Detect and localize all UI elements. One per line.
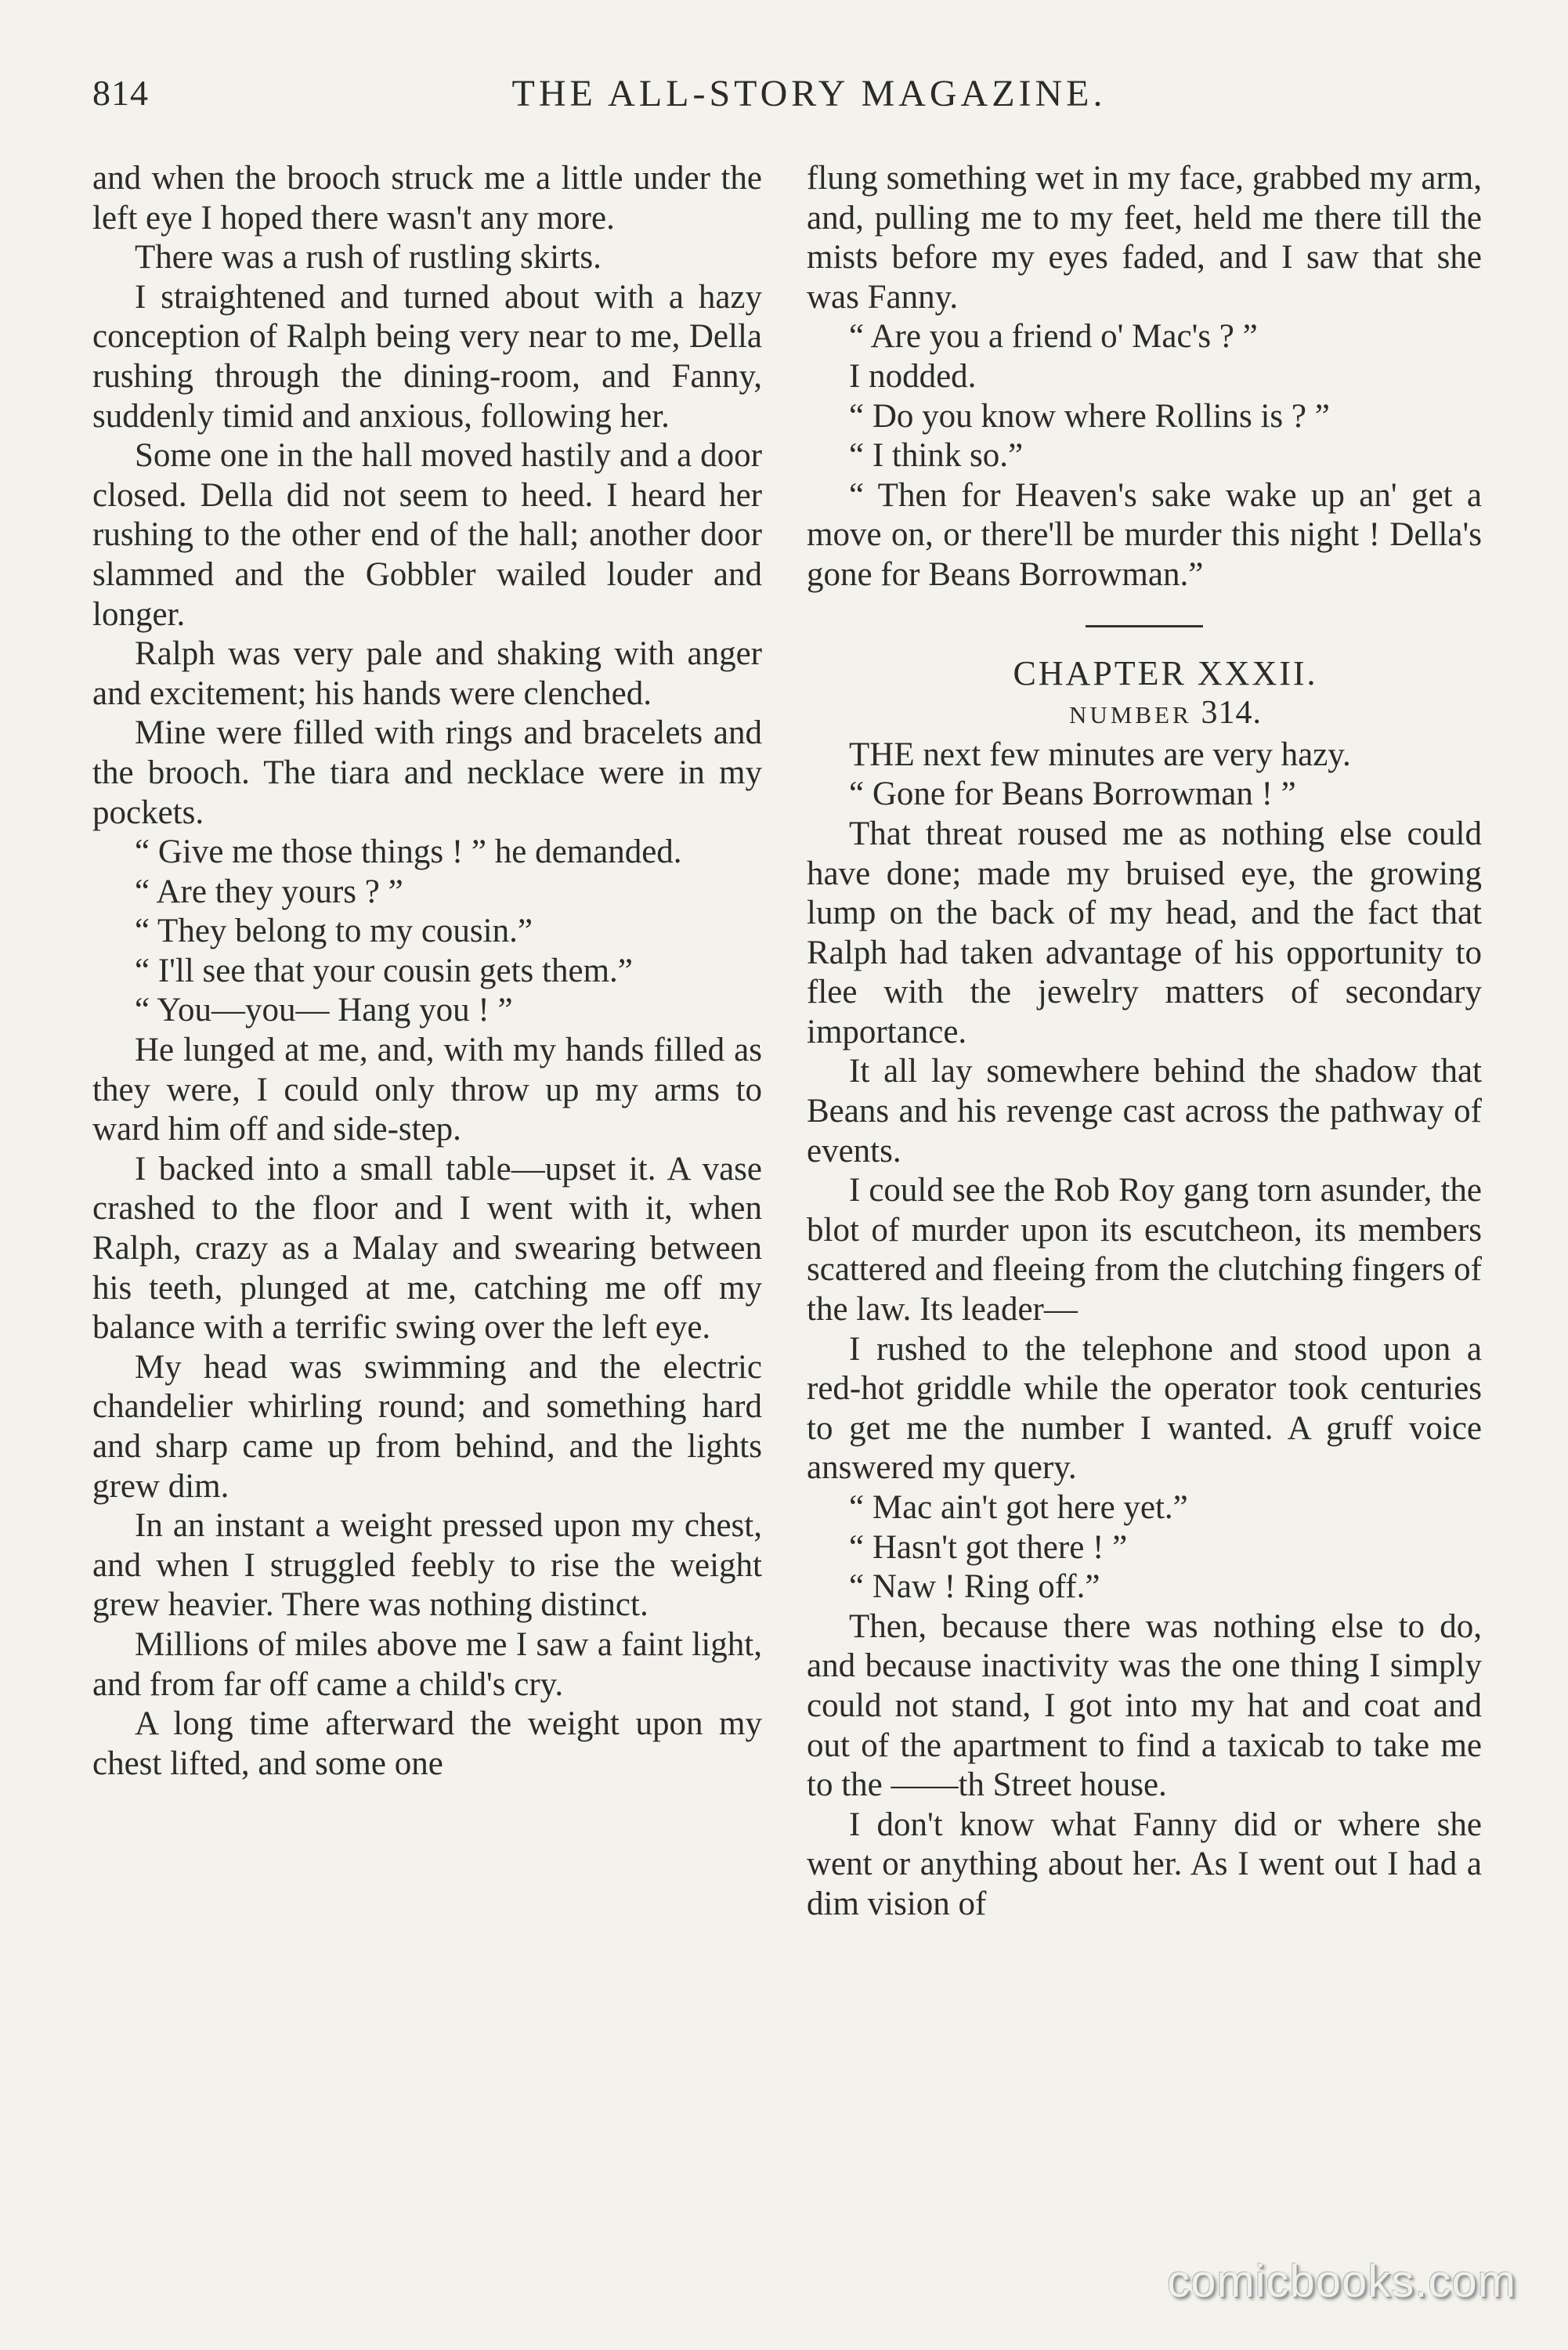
running-title: THE ALL-STORY MAGAZINE. bbox=[511, 73, 1107, 114]
paragraph: “ Give me those things ! ” he demanded. bbox=[135, 833, 682, 871]
left-column bbox=[92, 159, 762, 1784]
paragraph: “ They belong to my cousin.” bbox=[135, 913, 533, 950]
paragraph: and when the brooch struck me a little under the left eye I hoped there wasn't any more. bbox=[92, 160, 762, 237]
chapter-subtitle-number: 314. bbox=[1201, 695, 1262, 732]
paragraph: Millions of miles above me I saw a faint light, and from far off came a child's cry. bbox=[92, 1625, 762, 1703]
paragraph: “ You—you— Hang you ! ” bbox=[135, 992, 513, 1029]
right-column bbox=[807, 159, 1482, 1925]
paragraph: He lunged at me, and, with my hands filled as they were, I could only throw up my arms to ward him off and side-step. bbox=[92, 1032, 762, 1148]
watermark: comicbooks.com bbox=[1167, 2256, 1516, 2307]
paragraph: A long time afterward the weight upon my chest lifted, and some one bbox=[92, 1705, 762, 1782]
right-column-before-chapter bbox=[807, 159, 1482, 595]
paragraph: I backed into a small table—upset it. A vase crashed to the floor and I went with it, when Ralph, crazy as a Malay and swearing between his teeth, plunged at me, catching me off my balance with a terrific swing over the left eye. bbox=[92, 1150, 762, 1347]
paragraph: “ Naw ! Ring off.” bbox=[849, 1568, 1100, 1606]
paragraph: Some one in the hall moved hastily and a door closed. Della did not seem to heed. I heard her rushing to the other end of the hall; another door slammed and the Gobbler wailed louder and longer. bbox=[92, 437, 762, 633]
paragraph: I could see the Rob Roy gang torn asunder, the blot of murder upon its escutcheon, its members scattered and fleeing from the clutching fingers of the law. Its leader— bbox=[807, 1172, 1482, 1329]
paragraph: “ Then for Heaven's sake wake up an' get a move on, or there'll be murder this night ! Della's gone for Beans Borrowman.” bbox=[807, 476, 1482, 593]
paragraph: “ Do you know where Rollins is ? ” bbox=[849, 397, 1330, 435]
right-column-after-chapter bbox=[807, 736, 1482, 1925]
paragraph: “ I think so.” bbox=[849, 437, 1024, 475]
paragraph: I don't know what Fanny did or where she went or anything about her. As I went out I had a dim vision of bbox=[807, 1806, 1482, 1922]
paragraph: I straightened and turned about with a hazy conception of Ralph being very near to me, Della rushing through the dining-room, and Fanny, suddenly timid and anxious, following her. bbox=[92, 278, 762, 435]
paragraph: “ Hasn't got there ! ” bbox=[849, 1528, 1128, 1566]
paragraph: Then, because there was nothing else to do, and because inactivity was the one thing I simply could not stand, I got into my hat and coat and out of the apartment to find a taxicab to take me to the ——th Street house. bbox=[807, 1607, 1482, 1804]
page-number: 814 bbox=[92, 73, 149, 113]
page-header bbox=[92, 72, 1479, 127]
paragraph: I nodded. bbox=[849, 357, 977, 395]
chapter-subtitle bbox=[807, 693, 1482, 736]
paragraph: In an instant a weight pressed upon my chest, and when I struggled feebly to rise the weight grew heavier. There was nothing distinct. bbox=[92, 1507, 762, 1624]
chapter-subtitle-word: NUMBER bbox=[1069, 701, 1192, 729]
paragraph: “ Gone for Beans Borrowman ! ” bbox=[849, 776, 1296, 813]
paragraph: I rushed to the telephone and stood upon a red-hot griddle while the operator took centuries to get me the number I wanted. A gruff voice answered my query. bbox=[807, 1330, 1482, 1487]
chapter-title: CHAPTER XXXII. bbox=[1013, 653, 1318, 692]
paragraph: “ Are they yours ? ” bbox=[135, 873, 403, 910]
paragraph: “ Are you a friend o' Mac's ? ” bbox=[849, 318, 1258, 356]
paragraph: There was a rush of rustling skirts. bbox=[135, 239, 602, 277]
paragraph: flung something wet in my face, grabbed my arm, and, pulling me to my feet, held me there till the mists before my eyes faded, and I saw that she was Fanny. bbox=[807, 160, 1482, 316]
section-divider bbox=[1086, 625, 1203, 627]
paragraph: THE next few minutes are very hazy. bbox=[849, 736, 1351, 773]
paragraph: Mine were filled with rings and bracelets and the brooch. The tiara and necklace were in my pockets. bbox=[92, 714, 762, 831]
paragraph: My head was swimming and the electric chandelier whirling round; and something hard and sharp came up from behind, and the lights grew dim. bbox=[92, 1348, 762, 1505]
paragraph: That threat roused me as nothing else could have done; made my bruised eye, the growing lump on the back of my head, and the fact that Ralph had taken advantage of his opportunity to flee with the jewelry matters of secondary importance. bbox=[807, 815, 1482, 1050]
paragraph: “ Mac ain't got here yet.” bbox=[849, 1489, 1188, 1526]
paragraph: It all lay somewhere behind the shadow that Beans and his revenge cast across the pathway of events. bbox=[807, 1053, 1482, 1170]
paragraph: “ I'll see that your cousin gets them.” bbox=[135, 952, 633, 989]
paragraph: Ralph was very pale and shaking with anger and excitement; his hands were clenched. bbox=[92, 635, 762, 712]
